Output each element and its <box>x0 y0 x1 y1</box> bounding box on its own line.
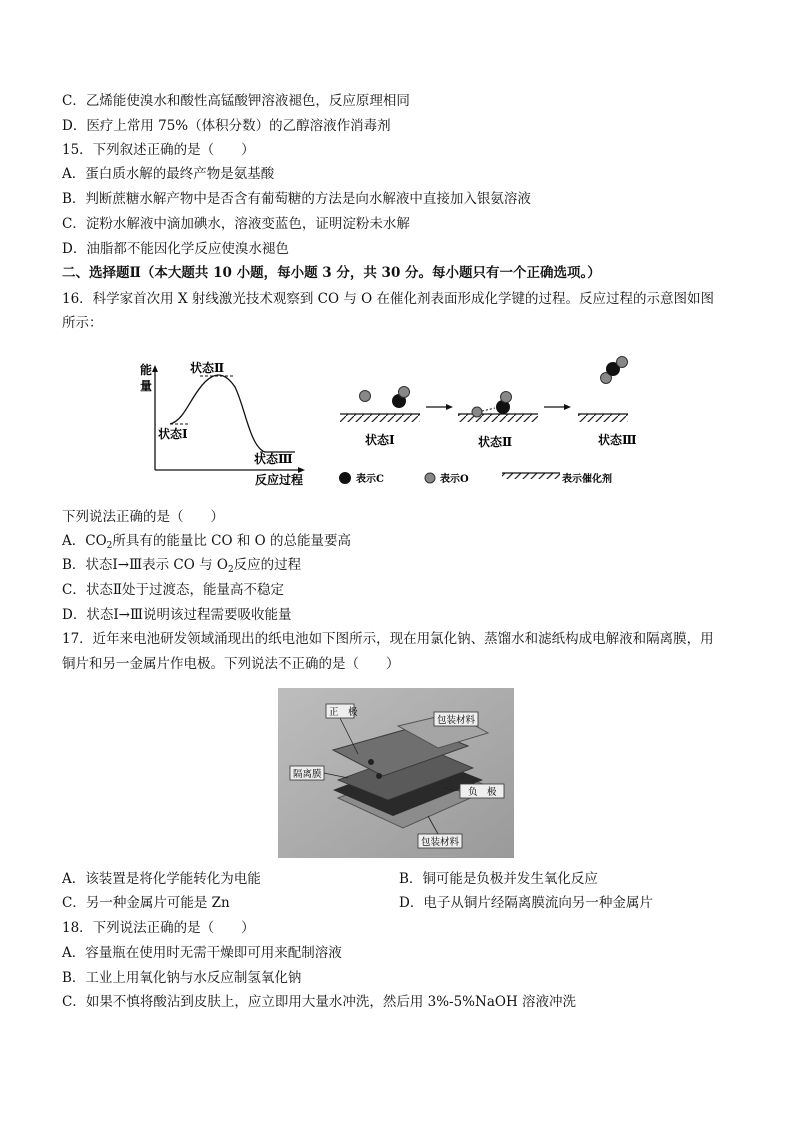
legend-c-label: 表示C <box>356 474 384 485</box>
o-atom <box>472 407 482 417</box>
label-negative: 负 极 <box>468 787 497 798</box>
question-18-stem: 18．下列说法正确的是（ ） <box>62 920 255 936</box>
label-packaging-top: 包装材料 <box>437 715 476 726</box>
state2-surface <box>458 392 538 450</box>
o-atom <box>360 391 371 402</box>
section-heading: 二、选择题Ⅱ（本大题共 10 小题，每小题 3 分，共 30 分。每小题只有一个正确选项。） <box>62 265 601 281</box>
option-16-b-text: B．状态Ⅰ→Ⅲ表示 CO 与 O <box>62 557 228 573</box>
y-axis-label-2: 量 <box>140 379 153 393</box>
option-15prev-c: C．乙烯能使溴水和酸性高锰酸钾溶液褪色，反应原理相同 <box>62 93 410 109</box>
state1-label: 状态Ⅰ <box>365 433 395 447</box>
option-17-d: D．电子从铜片经隔离膜流向另一种金属片 <box>399 895 653 911</box>
state3-label: 状态Ⅲ <box>598 433 637 447</box>
y-axis-label-1: 能 <box>140 363 153 377</box>
x-axis-label: 反应过程 <box>255 473 304 487</box>
option-17-b: B．铜可能是负极并发生氧化反应 <box>399 871 598 887</box>
o-atom <box>501 392 512 403</box>
question-16-stem-cont: 所示： <box>62 315 103 331</box>
question-17-stem-cont: 铜片和另一金属片作电极。下列说法不正确的是（ ） <box>62 656 400 672</box>
energy-graph <box>140 360 305 487</box>
option-17-c: C．另一种金属片可能是 Zn <box>62 895 230 911</box>
label-packaging-bottom: 包装材料 <box>421 837 460 848</box>
energy-curve <box>170 375 295 452</box>
state1-surface <box>340 387 420 448</box>
question-17-stem: 17．近年来电池研发领域涌现出的纸电池如下图所示，现在用氯化钠、蒸馏水和滤纸构成电解液和隔离膜，用 <box>62 631 714 647</box>
option-16-a-sub: 2 <box>106 541 113 551</box>
label-positive: 正 极 <box>329 707 358 718</box>
option-18-c: C．如果不慎将酸沾到皮肤上，应立即用大量水冲洗，然后用 3%-5%NaOH 溶液冲洗 <box>62 994 577 1010</box>
option-15-d: D．油脂都不能因化学反应使溴水褪色 <box>62 241 289 257</box>
option-18-a: A．容量瓶在使用时无需干燥即可用来配制溶液 <box>62 945 342 961</box>
option-16-a <box>62 532 351 555</box>
option-15-b: B．判断蔗糖水解产物中是否含有葡萄糖的方法是向水解液中直接加入银氨溶液 <box>62 191 531 207</box>
option-16-a-text: A．CO <box>62 533 107 549</box>
legend-catalyst-label: 表示催化剂 <box>562 474 612 485</box>
legend-o-symbol <box>425 473 435 483</box>
question-16-prompt: 下列说法正确的是（ ） <box>62 509 224 525</box>
option-16-b-rest: 反应的过程 <box>233 557 302 573</box>
o-atom <box>617 357 628 368</box>
legend <box>339 472 612 485</box>
option-15-c: C．淀粉水解液中滴加碘水，溶液变蓝色，证明淀粉未水解 <box>62 216 410 232</box>
option-16-c: C．状态Ⅱ处于过渡态，能量高不稳定 <box>62 582 285 598</box>
reaction-diagram <box>130 352 637 494</box>
y-axis-arrow <box>152 365 158 372</box>
o-atom <box>399 387 410 398</box>
option-16-a-rest: 所具有的能量比 CO 和 O 的总能量要高 <box>112 533 352 549</box>
state2-label: 状态Ⅱ <box>478 435 513 449</box>
question-16-stem: 16．科学家首次用 X 射线激光技术观察到 CO 与 O 在催化剂表面形成化学键的过程。反应过程的示意图如图 <box>62 291 714 307</box>
option-18-b: B．工业上用氧化钠与水反应制氢氧化钠 <box>62 970 302 986</box>
option-15prev-d: D．医疗上常用 75%（体积分数）的乙醇溶液作消毒剂 <box>62 118 391 134</box>
legend-c-symbol <box>339 472 351 484</box>
label-separator: 隔离膜 <box>293 769 322 780</box>
option-15-a: A．蛋白质水解的最终产物是氨基酸 <box>62 166 275 182</box>
legend-o-label: 表示O <box>440 474 469 485</box>
question-15-stem: 15．下列叙述正确的是（ ） <box>62 142 255 158</box>
state3-surface <box>578 357 637 448</box>
option-16-b-sub: 2 <box>227 565 234 575</box>
graph-state3-label: 状态Ⅲ <box>254 452 293 466</box>
option-17-a: A．该装置是将化学能转化为电能 <box>62 871 261 887</box>
option-16-d: D．状态Ⅰ→Ⅲ说明该过程需要吸收能量 <box>62 607 292 623</box>
option-16-b <box>62 556 301 579</box>
graph-state2-label: 状态Ⅱ <box>190 361 225 375</box>
graph-state1-label: 状态Ⅰ <box>158 427 188 441</box>
paper-battery-figure <box>278 688 514 858</box>
